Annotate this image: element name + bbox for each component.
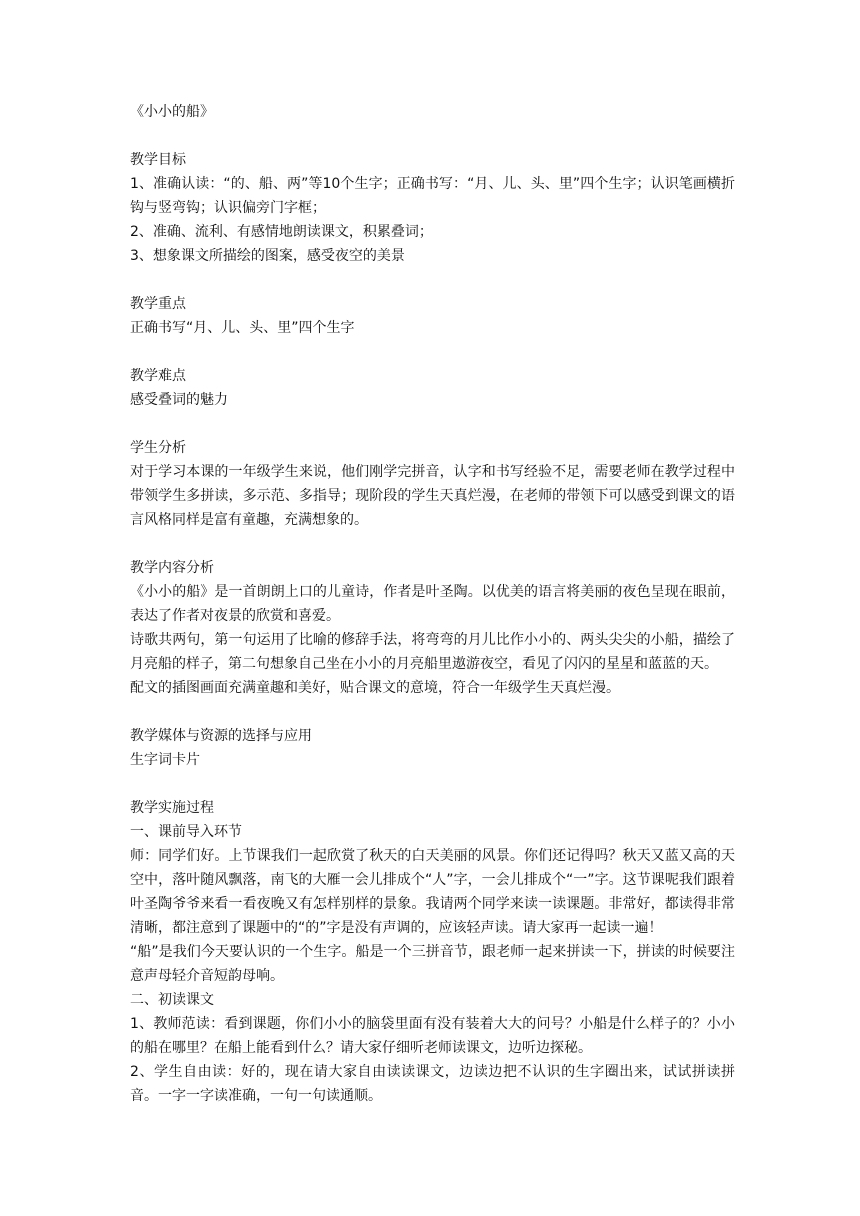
content-paragraph: 诗歌共两句，第一句运用了比喻的修辞手法，将弯弯的月儿比作小小的、两头尖尖的小船，描绘了月亮船的样子，第二句想象自己坐在小小的月亮船里遨游夜空，看见了闪闪的星星和蓝蓝的天。 (130, 632, 735, 672)
students-text: 对于学习本课的一年级学生来说，他们刚学完拼音，认字和书写经验不足，需要老师在教学过程中带领学生多拼读，多示范、多指导；现阶段的学生天真烂漫，在老师的带领下可以感受到课文的语言风格同样是富有童趣，充满想象的。 (130, 464, 735, 528)
media-text: 生字词卡片 (130, 752, 200, 768)
difficulties-heading: 教学难点 (130, 368, 186, 384)
difficulties-text: 感受叠词的魅力 (130, 392, 228, 408)
spacer (130, 268, 735, 292)
key-points-text: 正确书写“月、儿、头、里”四个生字 (130, 320, 355, 336)
goal-item: 2、准确、流利、有感情地朗读课文，积累叠词； (130, 224, 433, 240)
content-heading: 教学内容分析 (130, 560, 214, 576)
process-paragraph: “船”是我们今天要认识的一个生字。船是一个三拼音节，跟老师一起来拼读一下，拼读的时候要注意声母轻介音短韵母响。 (130, 944, 735, 984)
process-paragraph: 2、学生自由读：好的，现在请大家自由读读课文，边读边把不认识的生字圈出来，试试拼读拼音。一字一字读准确，一句一句读通顺。 (130, 1064, 735, 1104)
process-part2-heading: 二、初读课文 (130, 992, 214, 1008)
goals-heading: 教学目标 (130, 152, 186, 168)
document-title: 《小小的船》 (130, 104, 214, 120)
content-paragraph: 配文的插图画面充满童趣和美好，贴合课文的意境，符合一年级学生天真烂漫。 (130, 680, 620, 696)
spacer (130, 532, 735, 556)
process-part1-heading: 一、课前导入环节 (130, 824, 242, 840)
process-heading: 教学实施过程 (130, 800, 214, 816)
content-paragraph: 《小小的船》是一首朗朗上口的儿童诗，作者是叶圣陶。以优美的语言将美丽的夜色呈现在眼前，表达了作者对夜景的欣赏和喜爱。 (130, 584, 735, 624)
media-heading: 教学媒体与资源的选择与应用 (130, 728, 312, 744)
process-paragraph: 师：同学们好。上节课我们一起欣赏了秋天的白天美丽的风景。你们还记得吗？秋天又蓝又高的天空中，落叶随风飘落，南飞的大雁一会儿排成个“人”字，一会儿排成个“一”字。这节课呢我们跟着叶圣陶爷爷来看一看夜晚又有怎样别样的景象。我请两个同学来读一读课题。非常好，都读得非常清晰，都注意到了课题中的“的”字是没有声调的，应该轻声读。请大家再一起读一遍！ (130, 848, 735, 936)
spacer (130, 700, 735, 724)
document-body (130, 100, 735, 1108)
goal-item: 1、准确认读：“的、船、两”等10个生字；正确书写：“月、儿、头、里”四个生字；认识笔画横折钩与竖弯钩；认识偏旁门字框； (130, 176, 735, 216)
spacer (130, 772, 735, 796)
spacer (130, 124, 735, 148)
goal-item: 3、想象课文所描绘的图案，感受夜空的美景 (130, 248, 405, 264)
students-heading: 学生分析 (130, 440, 186, 456)
process-paragraph: 1、教师范读：看到课题，你们小小的脑袋里面有没有装着大大的问号？小船是什么样子的？小小的船在哪里？在船上能看到什么？请大家仔细听老师读课文，边听边探秘。 (130, 1016, 735, 1056)
spacer (130, 412, 735, 436)
spacer (130, 340, 735, 364)
key-points-heading: 教学重点 (130, 296, 186, 312)
